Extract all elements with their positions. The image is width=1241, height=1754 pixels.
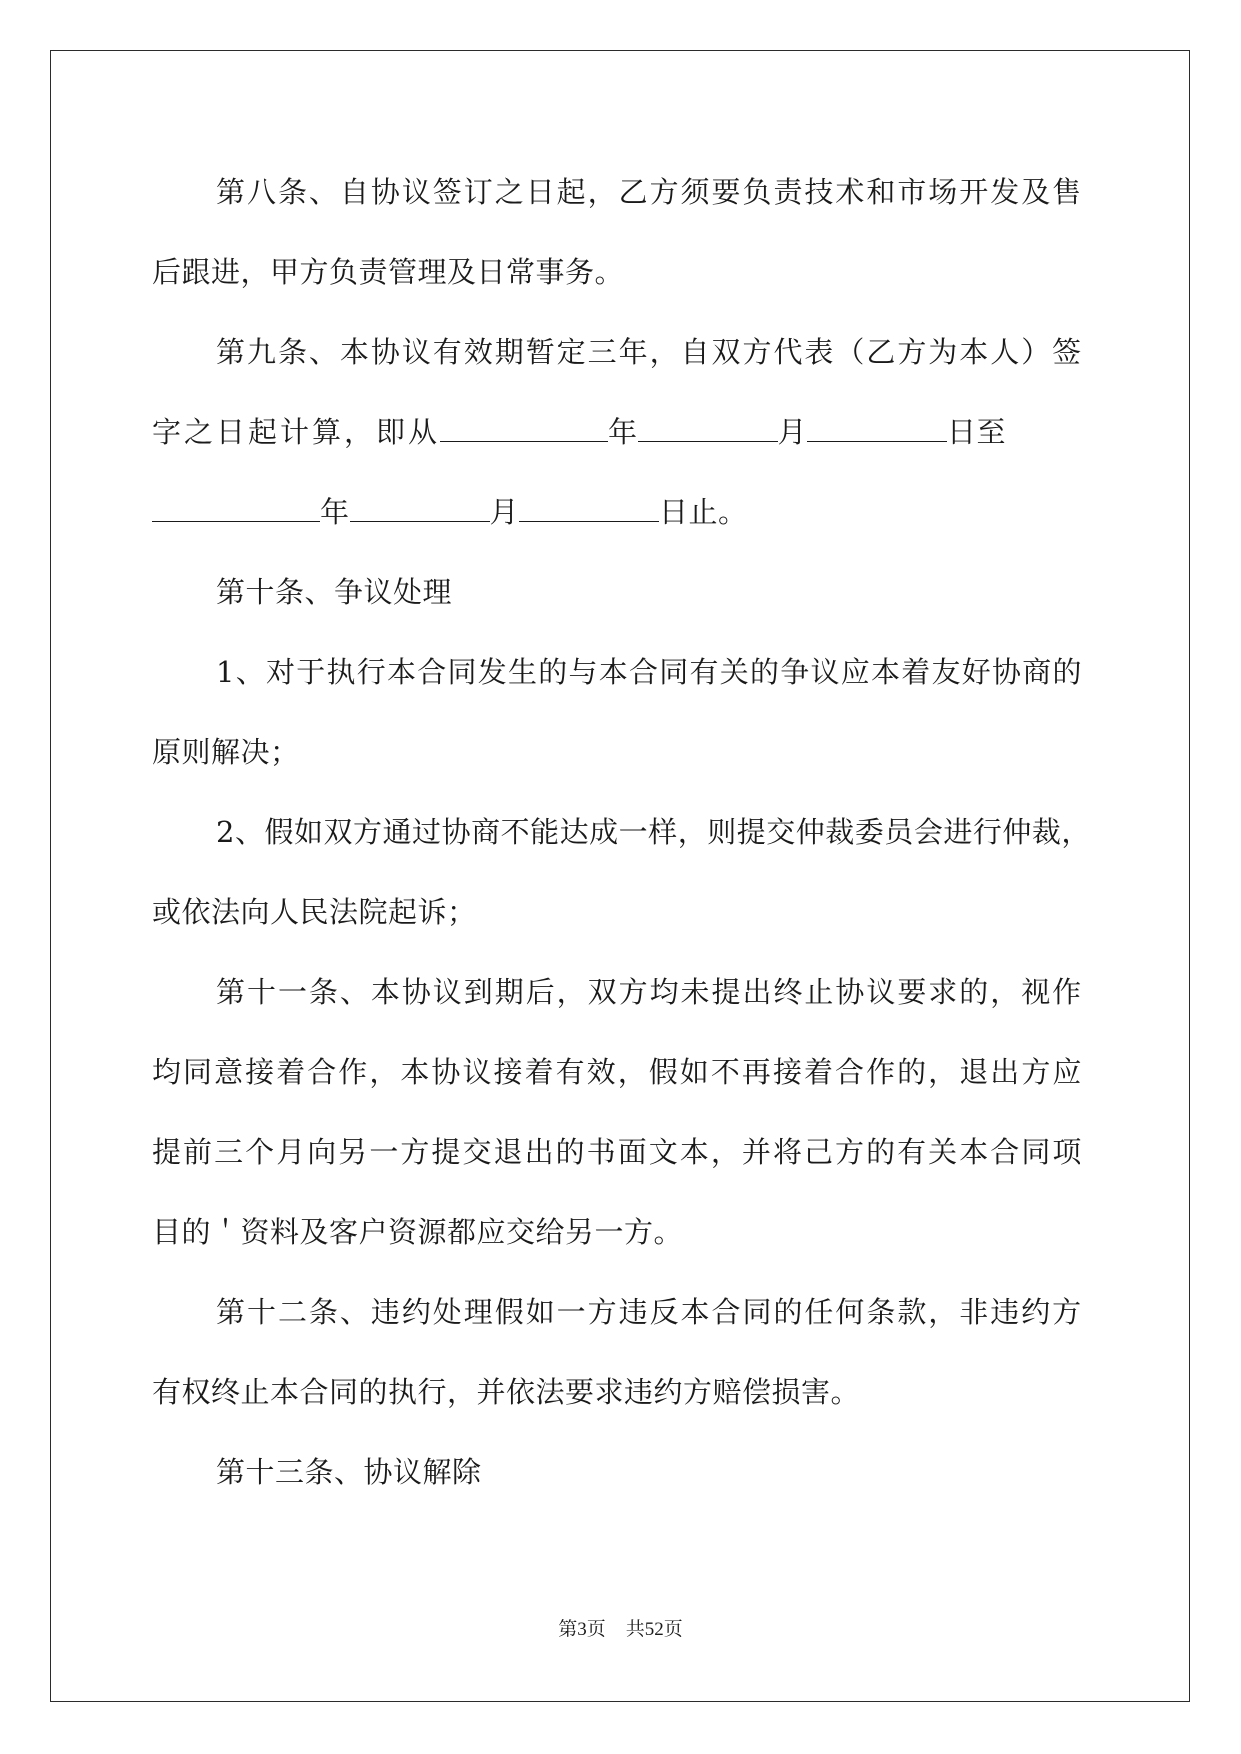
start-day-blank <box>807 415 947 442</box>
total-suffix: 页 <box>663 1619 683 1640</box>
start-day-unit: 日至 <box>947 415 1007 449</box>
article-10-item-1-line-2: 原则解决； <box>152 735 300 769</box>
end-month-blank <box>350 495 490 522</box>
article-13-heading: 第十三条、协议解除 <box>216 1455 482 1489</box>
page-suffix: 页 <box>586 1619 606 1640</box>
article-9-line-2 <box>152 412 1082 452</box>
total-page-count: 52 <box>644 1619 664 1640</box>
article-10-heading: 第十条、争议处理 <box>216 575 453 609</box>
end-year-blank <box>152 495 320 522</box>
start-year-blank <box>440 415 608 442</box>
start-year-unit: 年 <box>608 415 638 449</box>
article-11-line-2: 均 同 意 接 着 合 作 ， 本 协 议 接 着 有 效 ， 假 如 不 再 接 着 合 作 的 ， 退 出 方 应 <box>152 1055 1082 1089</box>
current-page-number: 3 <box>577 1619 587 1640</box>
start-month-blank <box>638 415 778 442</box>
article-9-prefix: 字之日起计算，即从 <box>152 415 441 449</box>
article-12-line-2: 有权终止本合同的执行，并依法要求违约方赔偿损害。 <box>152 1375 861 1409</box>
article-8-line-1: 第 八 条 、 自 协 议 签 订 之 日 起 ， 乙 方 须 要 负 责 技 术 和 市 场 开 发 及 售 <box>216 175 1082 209</box>
end-month-unit: 月 <box>489 495 520 529</box>
article-11-line-4: 目的＇资料及客户资源都应交给另一方。 <box>152 1215 684 1249</box>
article-9-line-1: 第 九 条 、 本 协 议 有 效 期 暂 定 三 年 ， 自 双 方 代 表 （ 乙 方 为 本 人 ） 签 <box>216 335 1082 369</box>
article-11-line-3: 提 前 三 个 月 向 另 一 方 提 交 退 出 的 书 面 文 本 ， 并 将 己 方 的 有 关 本 合 同 项 <box>152 1135 1082 1169</box>
article-10-item-2-line-1: 2 、 假 如 双 方 通 过 协 商 不 能 达 成 一 样 ， 则 提 交 仲 裁 委 员 会 进 行 仲 裁 ， <box>216 815 1091 849</box>
article-9-line-3 <box>152 492 748 532</box>
end-year-unit: 年 <box>320 495 350 529</box>
article-10-item-2-line-2: 或依法向人民法院起诉； <box>152 895 477 929</box>
article-11-line-1: 第 十 一 条 、 本 协 议 到 期 后 ， 双 方 均 未 提 出 终 止 协 议 要 求 的 ， 视 作 <box>216 975 1082 1009</box>
end-day-blank <box>519 495 659 522</box>
page-prefix: 第 <box>558 1619 578 1640</box>
article-10-item-1-line-1: 1 、 对 于 执 行 本 合 同 发 生 的 与 本 合 同 有 关 的 争 议 应 本 着 友 好 协 商 的 <box>216 655 1082 689</box>
article-8-line-2: 后跟进，甲方负责管理及日常事务。 <box>152 255 625 289</box>
end-day-unit: 日止。 <box>659 495 748 529</box>
article-12-line-1: 第 十 二 条 、 违 约 处 理 假 如 一 方 违 反 本 合 同 的 任 何 条 款 ， 非 违 约 方 <box>216 1295 1082 1329</box>
total-prefix: 共 <box>625 1619 645 1640</box>
page-number-footer <box>0 1614 1241 1641</box>
start-month-unit: 月 <box>777 415 808 449</box>
